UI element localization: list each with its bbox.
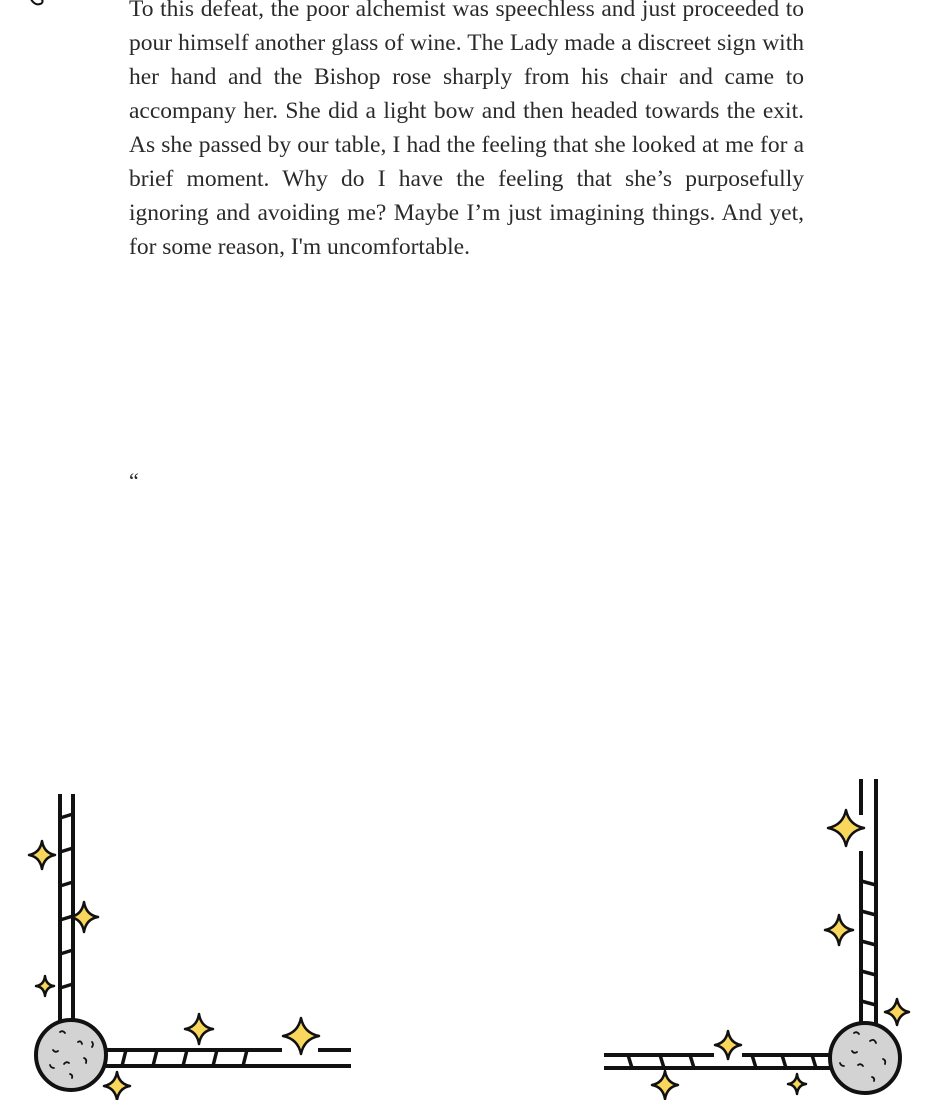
swirl-ornament-icon [24, 0, 48, 12]
opening-quote-mark: “ [129, 468, 139, 493]
story-paragraph: To this defeat, the poor alchemist was speechless and just proceeded to pour himself another glass of wine. The Lady made a discreet sign with her hand and the Bishop rose sharply from his chair and came to accompany her. She did a light bow and then headed towards the exit. As she passed by our table, I had the feeling that she looked at me for a brief moment. Why do I have the feeling that she’s purposefully ignoring and avoiding me? Maybe I’m just imagining things. And yet, for some reason, I'm uncomfortable. [129, 0, 804, 260]
moon-ladder-frame-left [20, 780, 360, 1100]
moon-ladder-frame-right [590, 765, 920, 1100]
